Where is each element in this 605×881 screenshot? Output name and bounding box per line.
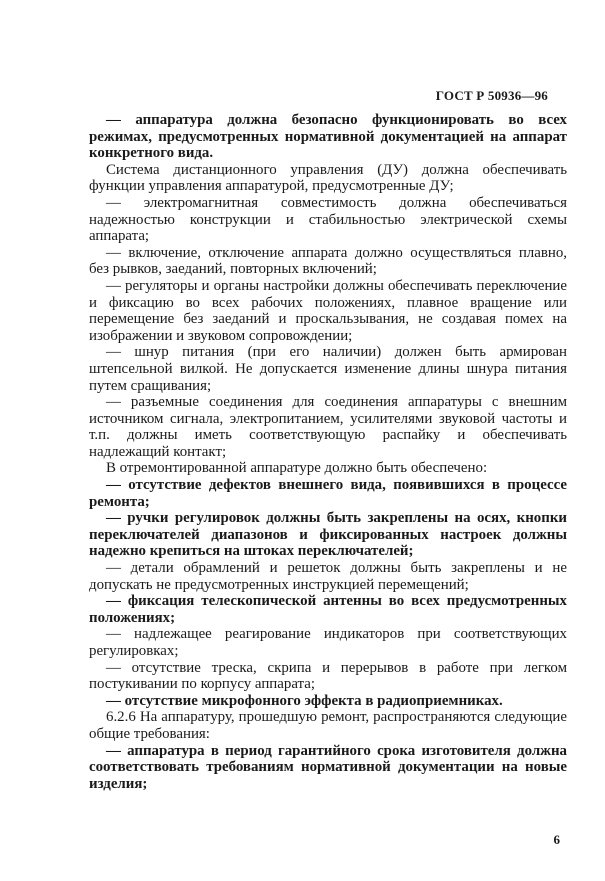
paragraph: — ручки регулировок должны быть закреплены на осях, кнопки переключателей диапазонов и фиксированных настроек должны надежно крепиться на штоках переключателей; <box>89 510 567 560</box>
paragraph: — надлежащее реагирование индикаторов при соответствующих регулировках; <box>89 626 567 659</box>
paragraph: — фиксация телескопической антенны во всех предусмотренных положениях; <box>89 593 567 626</box>
paragraph: — шнур питания (при его наличии) должен быть армирован штепсельной вилкой. Не допускается изменение длины шнура питания путем сращивания; <box>89 344 567 394</box>
paragraph: — отсутствие треска, скрипа и перерывов в работе при легком постукивании по корпусу аппарата; <box>89 659 567 693</box>
page-number: 6 <box>553 832 560 847</box>
paragraph: — аппаратура должна безопасно функционировать во всех режимах, предусмотренных нормативной документацией на аппарат конкретного вида. <box>89 112 567 162</box>
paragraph: — аппаратура в период гарантийного срока изготовителя должна соответствовать требованиям нормативной документации на новые изделия; <box>89 742 567 792</box>
paragraph: — детали обрамлений и решеток должны быть закреплены и не допускать не предусмотренных инструкцией перемещений; <box>89 560 567 593</box>
paragraph: Система дистанционного управления (ДУ) должна обеспечивать функции управления аппаратурой, предусмотренные ДУ; <box>89 161 567 195</box>
standard-header: ГОСТ Р 50936—96 <box>435 88 548 103</box>
paragraph: — отсутствие дефектов внешнего вида, появившихся в процессе ремонта; <box>89 477 567 510</box>
paragraph: — включение, отключение аппарата должно осуществляться плавно, без рывков, заеданий, повторных включений; <box>89 244 567 278</box>
body-text <box>89 112 567 792</box>
paragraph: — регуляторы и органы настройки должны обеспечивать переключение и фиксацию во всех рабочих положениях, плавное вращение или перемещение без заеданий и проскальзывания, не создавая помех на изображении и звуковом сопровождении; <box>89 277 567 344</box>
paragraph: — разъемные соединения для соединения аппаратуры с внешним источником сигнала, электропитанием, усилителями звуковой частоты и т.п. должны иметь соответствующую распайку и обеспечивать надлежащий контакт; <box>89 394 567 460</box>
paragraph: — отсутствие микрофонного эффекта в радиоприемниках. <box>106 692 503 709</box>
paragraph: 6.2.6 На аппаратуру, прошедшую ремонт, распространяются следующие общие требования: <box>89 709 567 742</box>
paragraph: — электромагнитная совместимость должна обеспечиваться надежностью конструкции и стабильностью электрической схемы аппарата; <box>89 194 567 245</box>
paragraph: В отремонтированной аппаратуре должно быть обеспечено: <box>106 460 488 477</box>
